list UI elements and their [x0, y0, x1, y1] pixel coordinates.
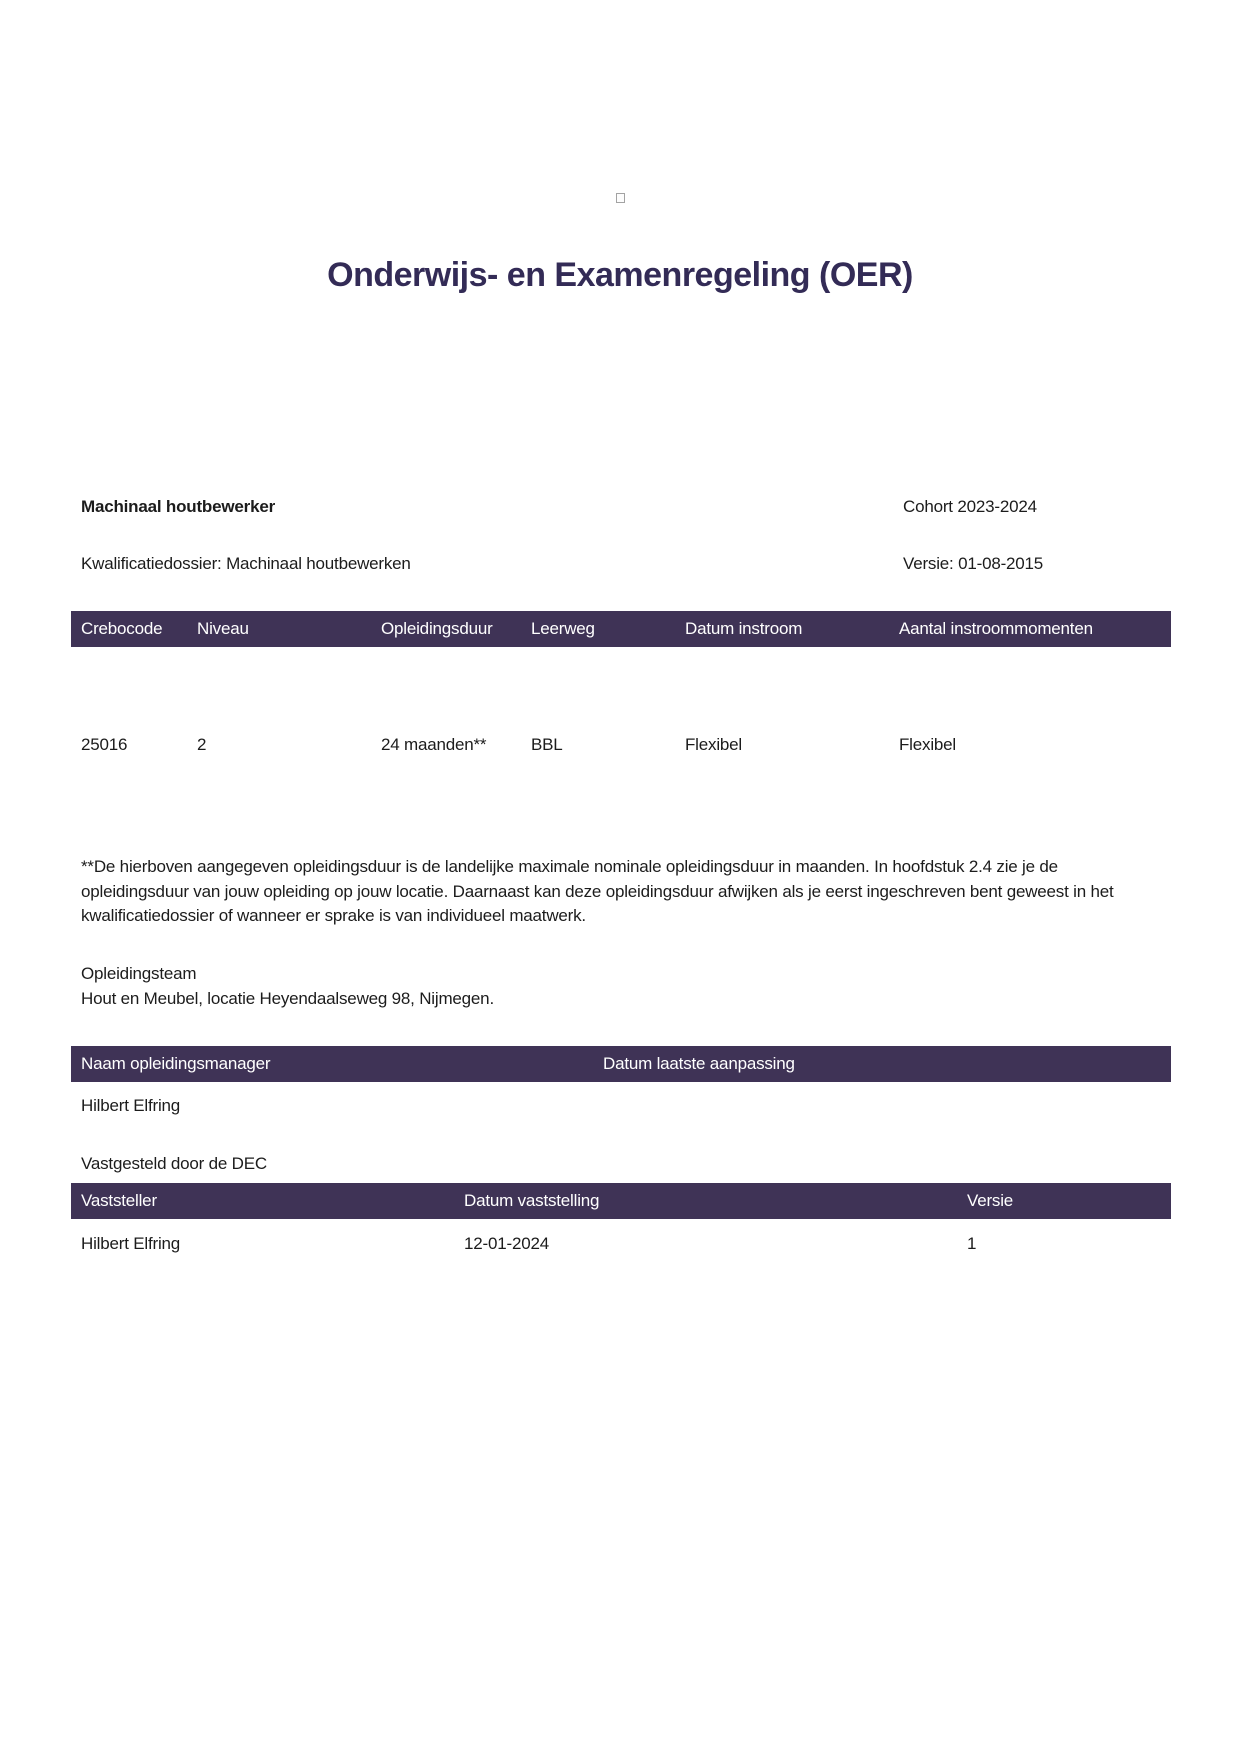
header-crebocode: Crebocode: [81, 619, 163, 638]
manager-table-row: [71, 1095, 1171, 1117]
cell-leerweg: BBL: [531, 735, 563, 754]
broken-image-placeholder-icon: [616, 193, 625, 203]
header-datum-instroom: Datum instroom: [685, 619, 803, 638]
opleidingsteam-block: [81, 962, 494, 1011]
header-niveau: Niveau: [197, 619, 249, 638]
header-aantal-instroommomenten: Aantal instroommomenten: [899, 619, 1093, 638]
vaststelling-table-row: [71, 1233, 1171, 1255]
cell-opleidingsduur: 24 maanden**: [381, 735, 487, 754]
opleidingsteam-location: Hout en Meubel, locatie Heyendaalseweg 98, Nijmegen.: [81, 988, 494, 1008]
program-table-row: [71, 734, 1171, 756]
cell-vaststeller: Hilbert Elfring: [81, 1234, 181, 1253]
header-datum-laatste-aanpassing: Datum laatste aanpassing: [603, 1054, 795, 1073]
header-vaststeller: Vaststeller: [81, 1191, 157, 1210]
header-datum-vaststelling: Datum vaststelling: [464, 1191, 600, 1210]
vastgesteld-dec-label: Vastgesteld door de DEC: [81, 1154, 267, 1173]
cell-datum-instroom: Flexibel: [685, 735, 742, 754]
header-naam-opleidingsmanager: Naam opleidingsmanager: [81, 1054, 271, 1073]
cell-versie: 1: [967, 1234, 977, 1253]
cell-aantal-instroommomenten: Flexibel: [899, 735, 956, 754]
program-name: Machinaal houtbewerker: [81, 497, 275, 516]
kwalificatiedossier-label: Kwalificatiedossier: Machinaal houtbewerken: [81, 554, 411, 573]
cell-opleidingsmanager: Hilbert Elfring: [81, 1096, 181, 1115]
header-opleidingsduur: Opleidingsduur: [381, 619, 493, 638]
cohort-label: Cohort 2023-2024: [903, 497, 1037, 516]
opleidingsteam-label: Opleidingsteam: [81, 964, 197, 983]
manager-table-header: [71, 1046, 1171, 1082]
cell-crebocode: 25016: [81, 735, 128, 754]
cell-datum-vaststelling: 12-01-2024: [464, 1234, 549, 1253]
header-versie: Versie: [967, 1191, 1014, 1210]
versie-label: Versie: 01-08-2015: [903, 554, 1044, 573]
vaststelling-table-header: [71, 1183, 1171, 1219]
cell-niveau: 2: [197, 735, 207, 754]
program-table-header: [71, 611, 1171, 647]
document-title: Onderwijs- en Examenregeling (OER): [327, 256, 913, 294]
header-leerweg: Leerweg: [531, 619, 595, 638]
opleidingsduur-footnote: **De hierboven aangegeven opleidingsduur is de landelijke maximale nominale opleidingsduur in maanden. In hoofdstuk 2.4 zie je de opleidingsduur van jouw opleiding op jouw locatie. Daarnaast kan deze opleidingsduur afwijken als je eerst ingeschreven bent geweest in het kwalificatiedossier of wanneer er sprake is van individueel maatwerk.: [81, 857, 1114, 925]
